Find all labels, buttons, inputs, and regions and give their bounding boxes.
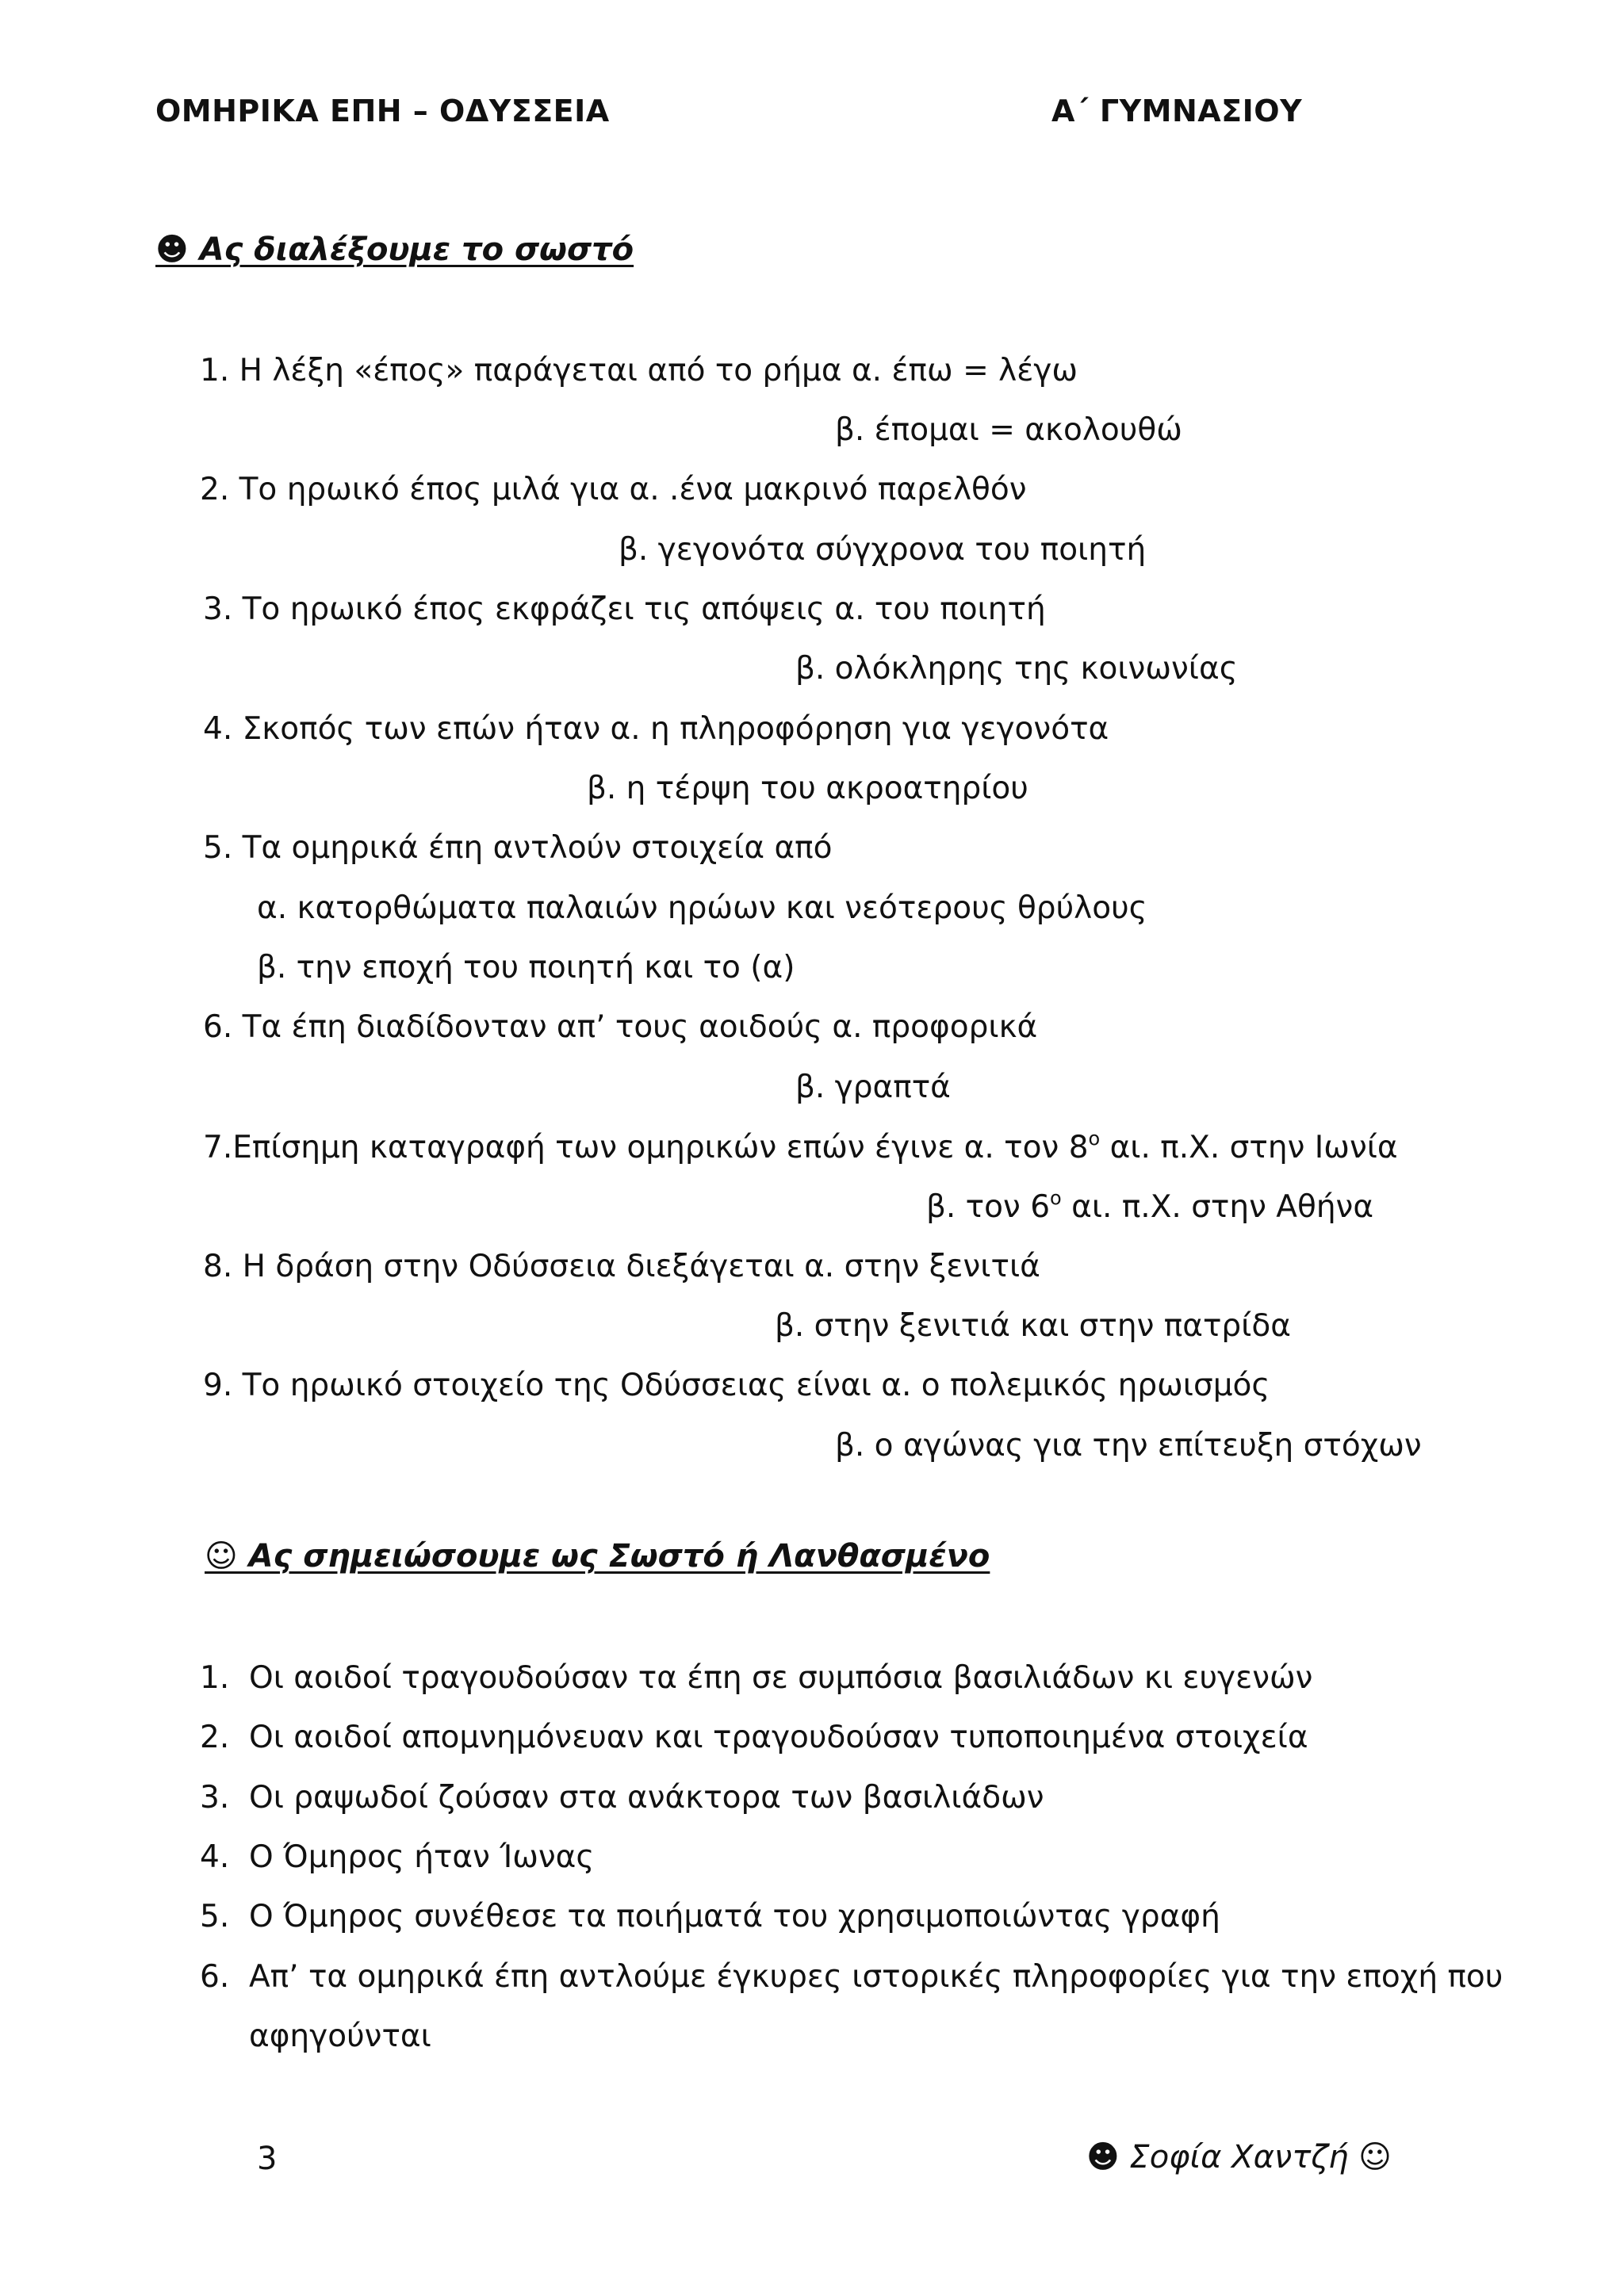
question-3-option-a: 3. Το ηρωικό έπος εκφράζει τις απόψεις α. του ποιητή (203, 591, 1046, 627)
statement-text: Οι ραψωδοί ζούσαν στα ανάκτορα των βασιλιάδων (249, 1780, 1044, 1816)
question-5: 5. Τα ομηρικά έπη αντλούν στοιχεία από (203, 830, 833, 866)
statement-text: αφηγούνται (249, 2019, 431, 2054)
statement-number: 3. (200, 1780, 230, 1816)
question-8-option-b: β. στην ξενιτιά και στην πατρίδα (775, 1308, 1291, 1344)
statement-text: Ο Όμηρος ήταν Ίωνας (249, 1839, 595, 1875)
question-7-option-a (203, 1127, 1398, 1166)
question-2-option-b: β. γεγονότα σύγχρονα του ποιητή (619, 532, 1147, 568)
statement-number: 4. (200, 1839, 230, 1875)
question-5-option-b: β. την εποχή του ποιητή και το (α) (257, 950, 795, 985)
question-6-option-b: β. γραπτά (795, 1070, 951, 1105)
statement-number: 1. (200, 1660, 230, 1696)
question-4-option-b: β. η τέρψη του ακροατηρίου (587, 771, 1028, 806)
statement-text: Οι αοιδοί απομνημόνευαν και τραγουδούσαν τυποποιημένα στοιχεία (249, 1720, 1308, 1755)
q7b-text-end: αι. π.Χ. στην Αθήνα (1061, 1189, 1374, 1225)
question-3-option-b: β. ολόκληρης της κοινωνίας (795, 651, 1238, 687)
ordinal-superscript: ο (1050, 1187, 1062, 1209)
question-5-option-a: α. κατορθώματα παλαιών ηρώων και νεότερους θρύλους (257, 890, 1147, 926)
header-class: Α΄ ΓΥΜΝΑΣΙΟΥ (1051, 94, 1303, 128)
q7a-text-end: αι. π.Χ. στην Ιωνία (1100, 1130, 1398, 1165)
section-multiple-choice-title: ☻ Ας διαλέξουμε το σωστό (155, 232, 634, 268)
question-7-option-b (926, 1189, 1373, 1226)
header-title: ΟΜΗΡΙΚΑ ΕΠΗ – ΟΔΥΣΣΕΙΑ (155, 94, 610, 128)
author-signature: ☻ Σοφία Χαντζή ☺ (1086, 2139, 1392, 2175)
question-6-option-a: 6. Τα έπη διαδίδονταν απ’ τους αοιδούς α. προφορικά (203, 1009, 1038, 1045)
question-4-option-a: 4. Σκοπός των επών ήταν α. η πληροφόρηση για γεγονότα (203, 711, 1109, 747)
section-true-false-title: ☺ Ας σημειώσουμε ως Σωστό ή Λανθασμένο (205, 1538, 990, 1575)
question-1-option-a: 1. Η λέξη «έπος» παράγεται από το ρήμα α. έπω = λέγω (200, 353, 1078, 388)
question-9-option-b: β. ο αγώνας για την επίτευξη στόχων (835, 1428, 1422, 1464)
question-1-option-b: β. έπομαι = ακολουθώ (835, 412, 1182, 448)
question-8-option-a: 8. Η δράση στην Οδύσσεια διεξάγεται α. στην ξενιτιά (203, 1249, 1040, 1284)
statement-number: 6. (200, 1959, 230, 1995)
statement-number: 2. (200, 1720, 230, 1755)
statement-text: Απ’ τα ομηρικά έπη αντλούμε έγκυρες ιστορικές πληροφορίες για την εποχή που (249, 1959, 1503, 1995)
page-number: 3 (257, 2141, 278, 2177)
q7b-text: β. τον 6 (926, 1189, 1051, 1225)
question-9-option-a: 9. Το ηρωικό στοιχείο της Οδύσσειας είναι α. ο πολεμικός ηρωισμός (203, 1368, 1270, 1403)
statement-number: 5. (200, 1899, 230, 1934)
q7a-text: 7.Επίσημη καταγραφή των ομηρικών επών έγινε α. τον 8 (203, 1130, 1089, 1165)
statement-text: Ο Όμηρος συνέθεσε τα ποιήματά του χρησιμοποιώντας γραφή (249, 1899, 1220, 1934)
statement-text: Οι αοιδοί τραγουδούσαν τα έπη σε συμπόσια βασιλιάδων κι ευγενών (249, 1660, 1313, 1696)
question-2-option-a: 2. Το ηρωικό έπος μιλά για α. .ένα μακρινό παρελθόν (200, 472, 1027, 507)
ordinal-superscript: ο (1088, 1127, 1101, 1150)
